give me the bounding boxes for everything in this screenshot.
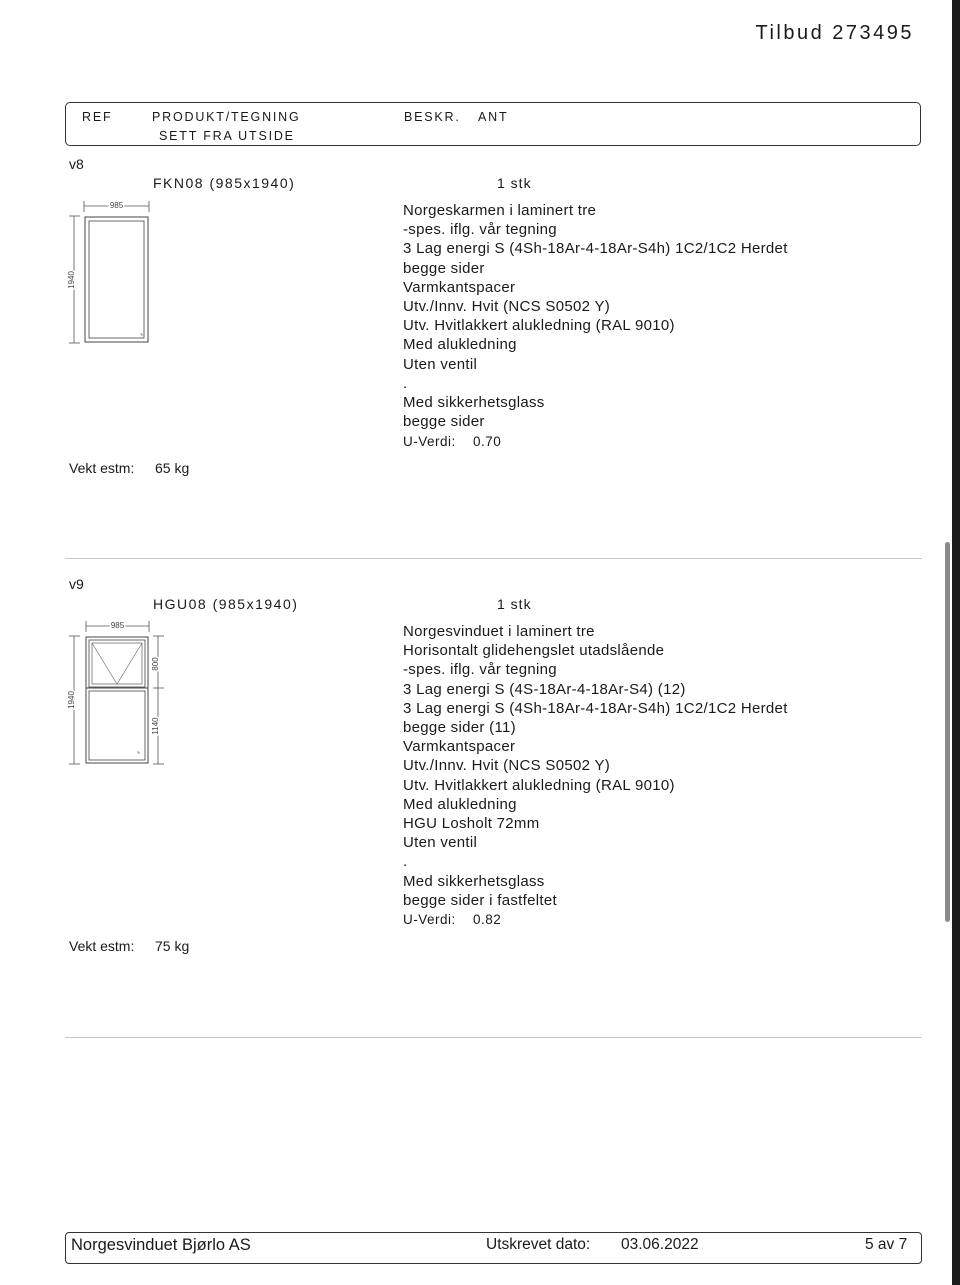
u-value: 0.82	[473, 912, 502, 927]
item-divider	[65, 1037, 922, 1038]
dimension-width: 985	[109, 201, 124, 210]
item-ref: v8	[69, 156, 84, 172]
item-description: Norgesvinduet i laminert tre Horisontalt glidehengslet utadslående -spes. iflg. vår tegning 3 Lag energi S (4S-18Ar-4-18Ar-S4) (12) 3 Lag energi S (4Sh-18Ar-4-18Ar-S4h) 1C2/1C2 Herdet begge sider (11) Varmkantspacer Utv./Innv. Hvit (NCS S0502 Y) Utv. Hvitlakkert alukledning (RAL 9010) Med alukledning HGU Losholt 72mm Uten ventil . Med sikkerhetsglass begge sider i fastfeltet	[403, 623, 788, 909]
window-drawing-hgu08	[64, 618, 174, 773]
weight-label: Vekt estm:	[69, 460, 135, 476]
print-date: 03.06.2022	[621, 1236, 699, 1253]
dimension-height: 1940	[67, 691, 76, 709]
dimension-height: 1940	[67, 271, 76, 289]
viewer-right-edge	[952, 0, 960, 1285]
u-value-label: U-Verdi:	[403, 912, 456, 927]
header-quantity: ANT	[478, 110, 509, 124]
scrollbar-thumb[interactable]	[945, 542, 950, 922]
weight-value: 65 kg	[155, 460, 190, 476]
u-value-label: U-Verdi:	[403, 434, 456, 449]
dimension-top-sash: 800	[151, 657, 160, 671]
window-drawing-fkn08	[64, 198, 164, 353]
dimension-width: 985	[110, 621, 125, 630]
item-ref: v9	[69, 576, 84, 592]
document-title: Tilbud 273495	[755, 22, 914, 44]
header-ref: REF	[82, 110, 113, 124]
weight-label: Vekt estm:	[69, 938, 135, 954]
item-quantity: 1 stk	[497, 596, 532, 612]
company-name: Norgesvinduet Bjørlo AS	[71, 1236, 251, 1254]
item-product: FKN08 (985x1940)	[153, 175, 296, 191]
weight-value: 75 kg	[155, 938, 190, 954]
header-product: PRODUKT/TEGNING	[152, 110, 301, 124]
print-date-label: Utskrevet dato:	[486, 1236, 591, 1253]
item-description: Norgeskarmen i laminert tre -spes. iflg. vår tegning 3 Lag energi S (4Sh-18Ar-4-18Ar-S4h) 1C2/1C2 Herdet begge sider Varmkantspacer Utv./Innv. Hvit (NCS S0502 Y) Utv. Hvitlakkert alukledning (RAL 9010) Med alukledning Uten ventil . Med sikkerhetsglass begge sider	[403, 202, 788, 431]
dimension-bottom-pane: 1140	[151, 717, 160, 735]
item-product: HGU08 (985x1940)	[153, 596, 299, 612]
header-view: SETT FRA UTSIDE	[159, 129, 295, 143]
item-quantity: 1 stk	[497, 175, 532, 191]
page-number: 5 av 7	[865, 1236, 908, 1253]
item-divider	[65, 558, 922, 559]
header-description: BESKR.	[404, 110, 461, 124]
u-value: 0.70	[473, 434, 502, 449]
